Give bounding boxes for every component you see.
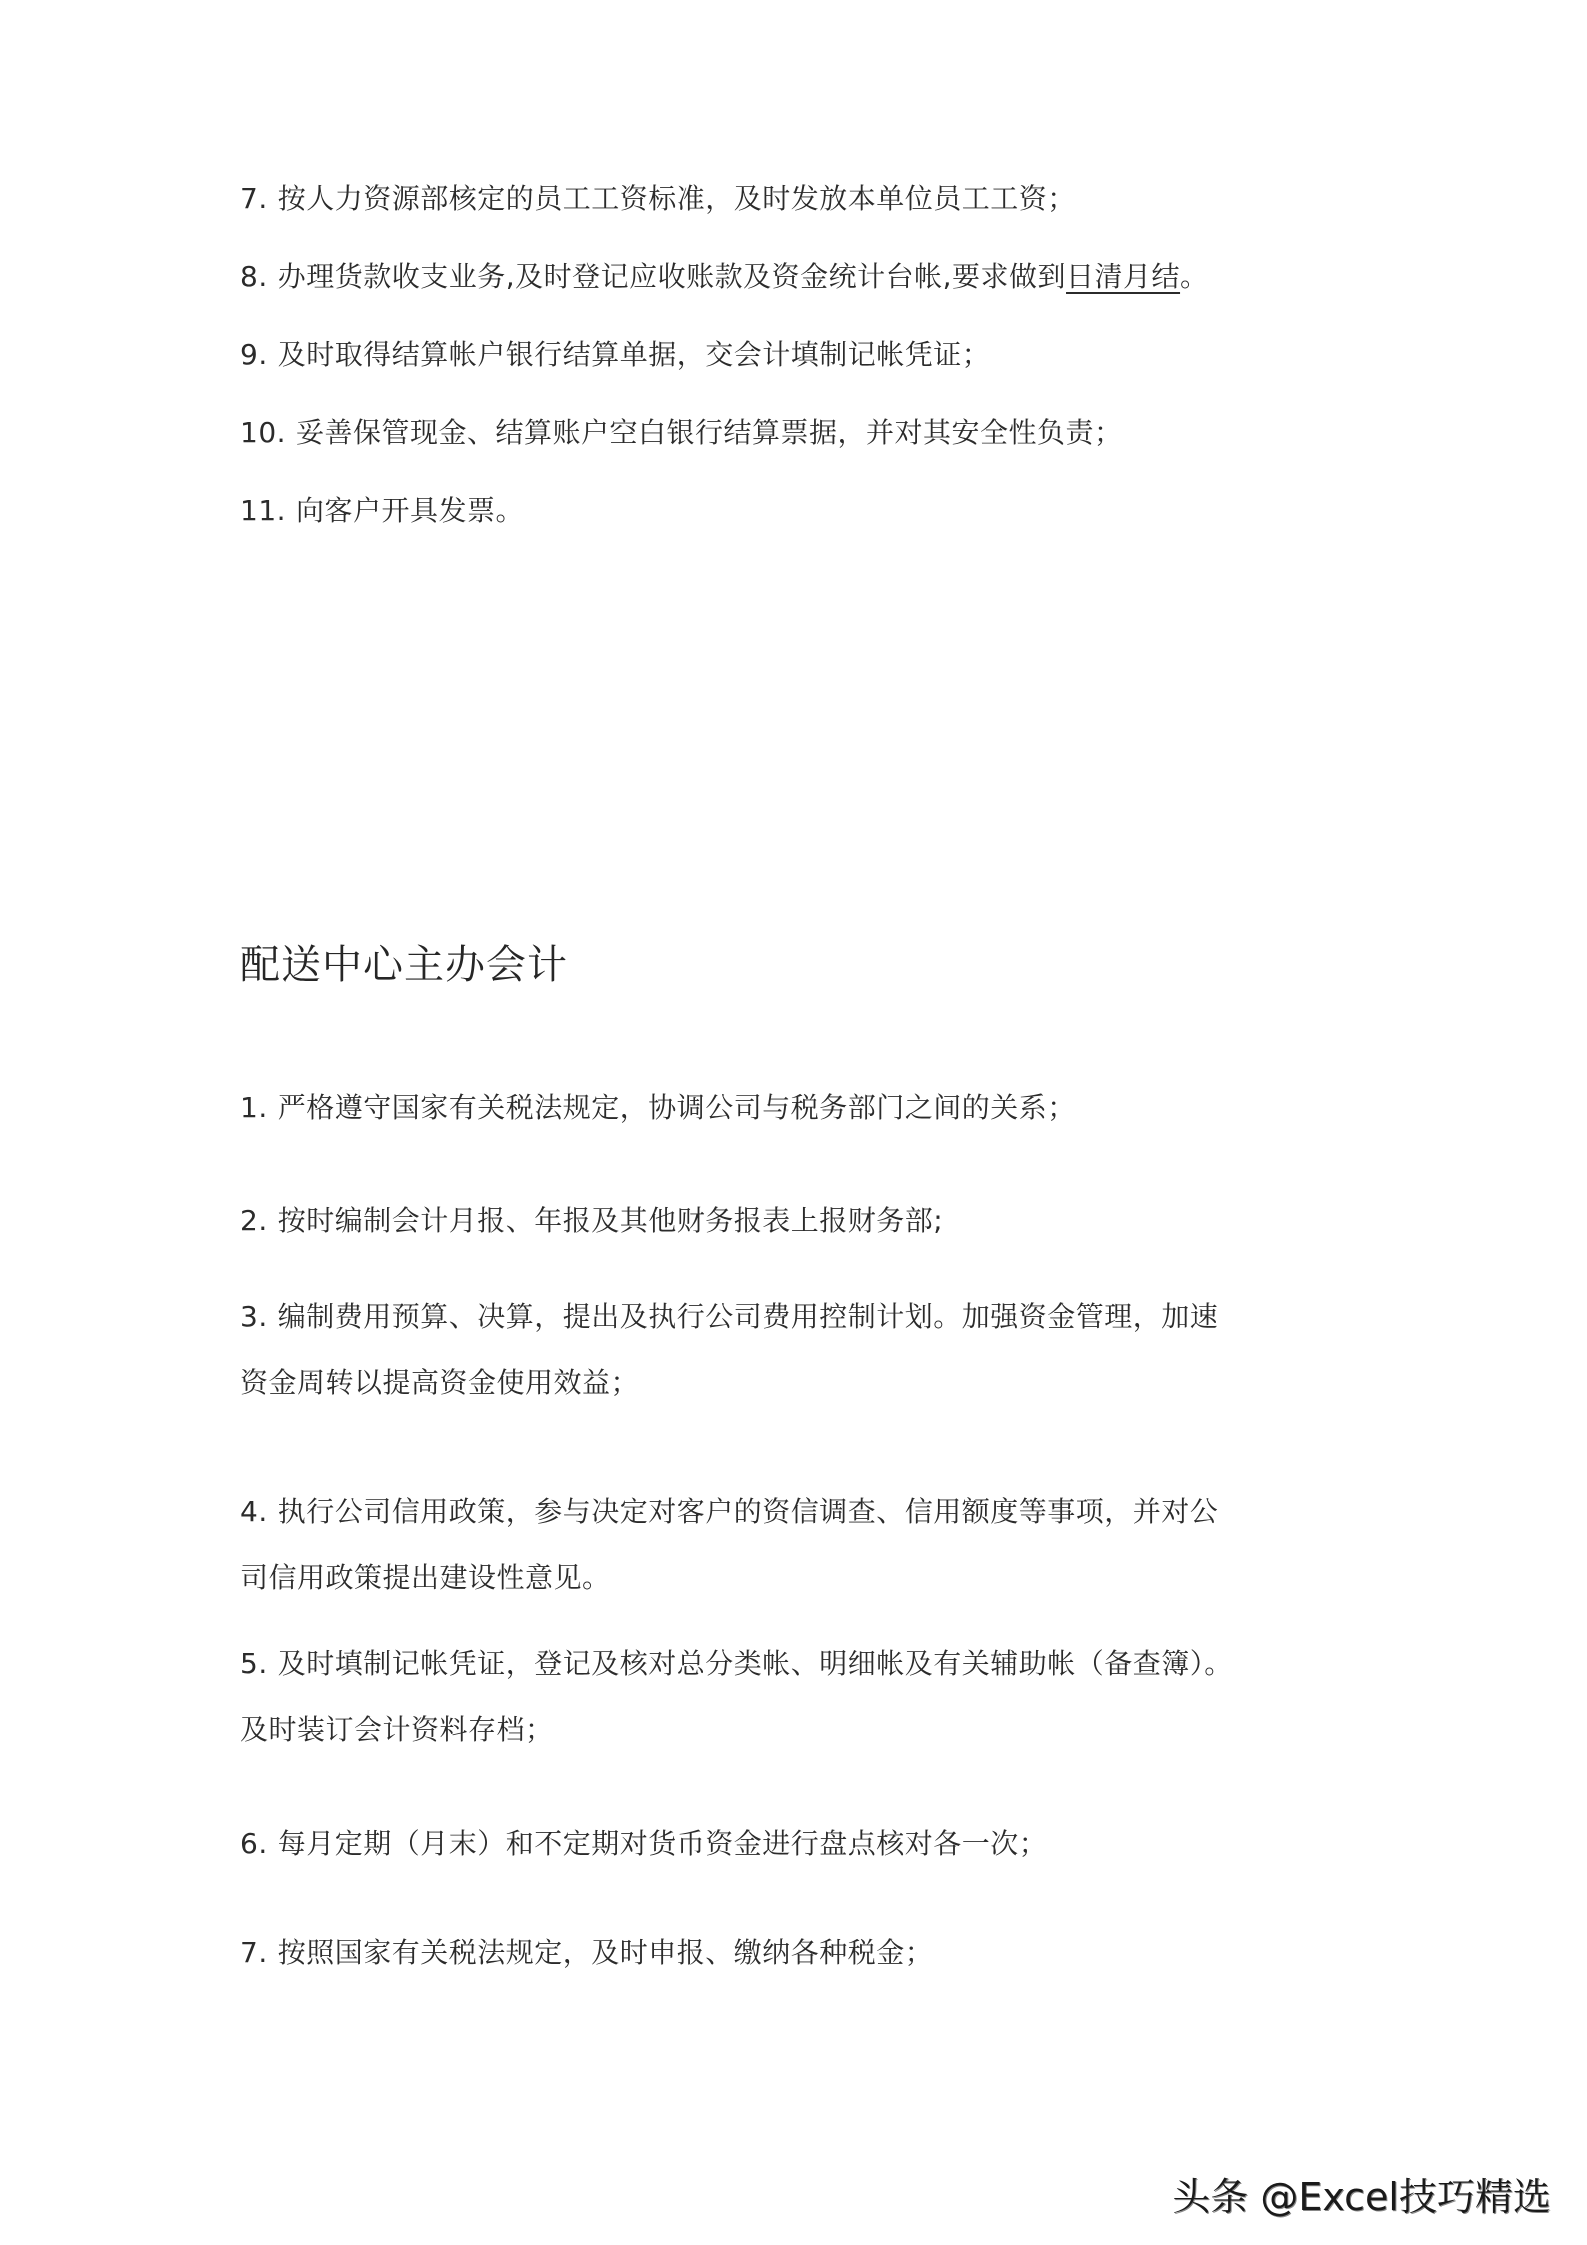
section-heading: 配送中心主办会计: [240, 942, 568, 988]
item-text: 妥善保管现金、结算账户空白银行结算票据，并对其安全性负责；: [296, 416, 1123, 449]
list-item: [240, 1479, 1360, 1611]
item-number: 6.: [240, 1827, 268, 1860]
underlined-link[interactable]: 日清月结: [1066, 260, 1181, 293]
item-number: 1.: [240, 1091, 268, 1124]
item-text-line1: 及时填制记帐凭证，登记及核对总分类帐、明细帐及有关辅助帐（备查簿）。: [277, 1647, 1233, 1680]
item-text: 每月定期（月末）和不定期对货币资金进行盘点核对各一次；: [277, 1827, 1048, 1860]
item-number: 5.: [240, 1647, 268, 1680]
list-item: [240, 1075, 1360, 1141]
list-item: [240, 244, 1360, 310]
item-number: 9.: [240, 338, 268, 371]
list-item: [240, 1284, 1360, 1416]
item-text: 向客户开具发票。: [296, 494, 525, 527]
watermark: 头条 @Excel技巧精选: [1172, 2175, 1551, 2219]
item-number: 7.: [240, 182, 268, 215]
item-text: 严格遵守国家有关税法规定，协调公司与税务部门之间的关系；: [277, 1091, 1076, 1124]
item-text: 按照国家有关税法规定，及时申报、缴纳各种税金；: [277, 1936, 934, 1969]
item-text-line1: 编制费用预算、决算，提出及执行公司费用控制计划。加强资金管理，加速: [277, 1300, 1219, 1333]
list-item: [240, 1631, 1360, 1763]
list-item: [240, 322, 1360, 388]
list-item: [240, 166, 1360, 232]
item-text: 办理货款收支业务,及时登记应收账款及资金统计台帐,要求做到: [277, 260, 1067, 293]
item-text: 按时编制会计月报、年报及其他财务报表上报财务部;: [277, 1204, 944, 1237]
item-number: 3.: [240, 1300, 268, 1333]
item-text: 及时取得结算帐户银行结算单据，交会计填制记帐凭证；: [277, 338, 991, 371]
list-item: [240, 400, 1360, 466]
item-text-line2: 及时装订会计资料存档；: [240, 1713, 554, 1746]
item-number: 2.: [240, 1204, 268, 1237]
item-text: 按人力资源部核定的员工工资标准，及时发放本单位员工工资；: [277, 182, 1076, 215]
item-text-line1: 执行公司信用政策，参与决定对客户的资信调查、信用额度等事项，并对公: [277, 1495, 1219, 1528]
list-item: [240, 1811, 1360, 1877]
item-number: 7.: [240, 1936, 268, 1969]
item-number: 10.: [240, 416, 287, 449]
item-text-end: 。: [1180, 260, 1209, 293]
item-number: 11.: [240, 494, 287, 527]
list-item: [240, 1920, 1360, 1986]
item-number: 4.: [240, 1495, 268, 1528]
item-number: 8.: [240, 260, 268, 293]
list-item: [240, 478, 1360, 544]
list-item: [240, 1188, 1360, 1254]
item-text-line2: 司信用政策提出建设性意见。: [240, 1561, 611, 1594]
item-text-line2: 资金周转以提高资金使用效益；: [240, 1366, 640, 1399]
